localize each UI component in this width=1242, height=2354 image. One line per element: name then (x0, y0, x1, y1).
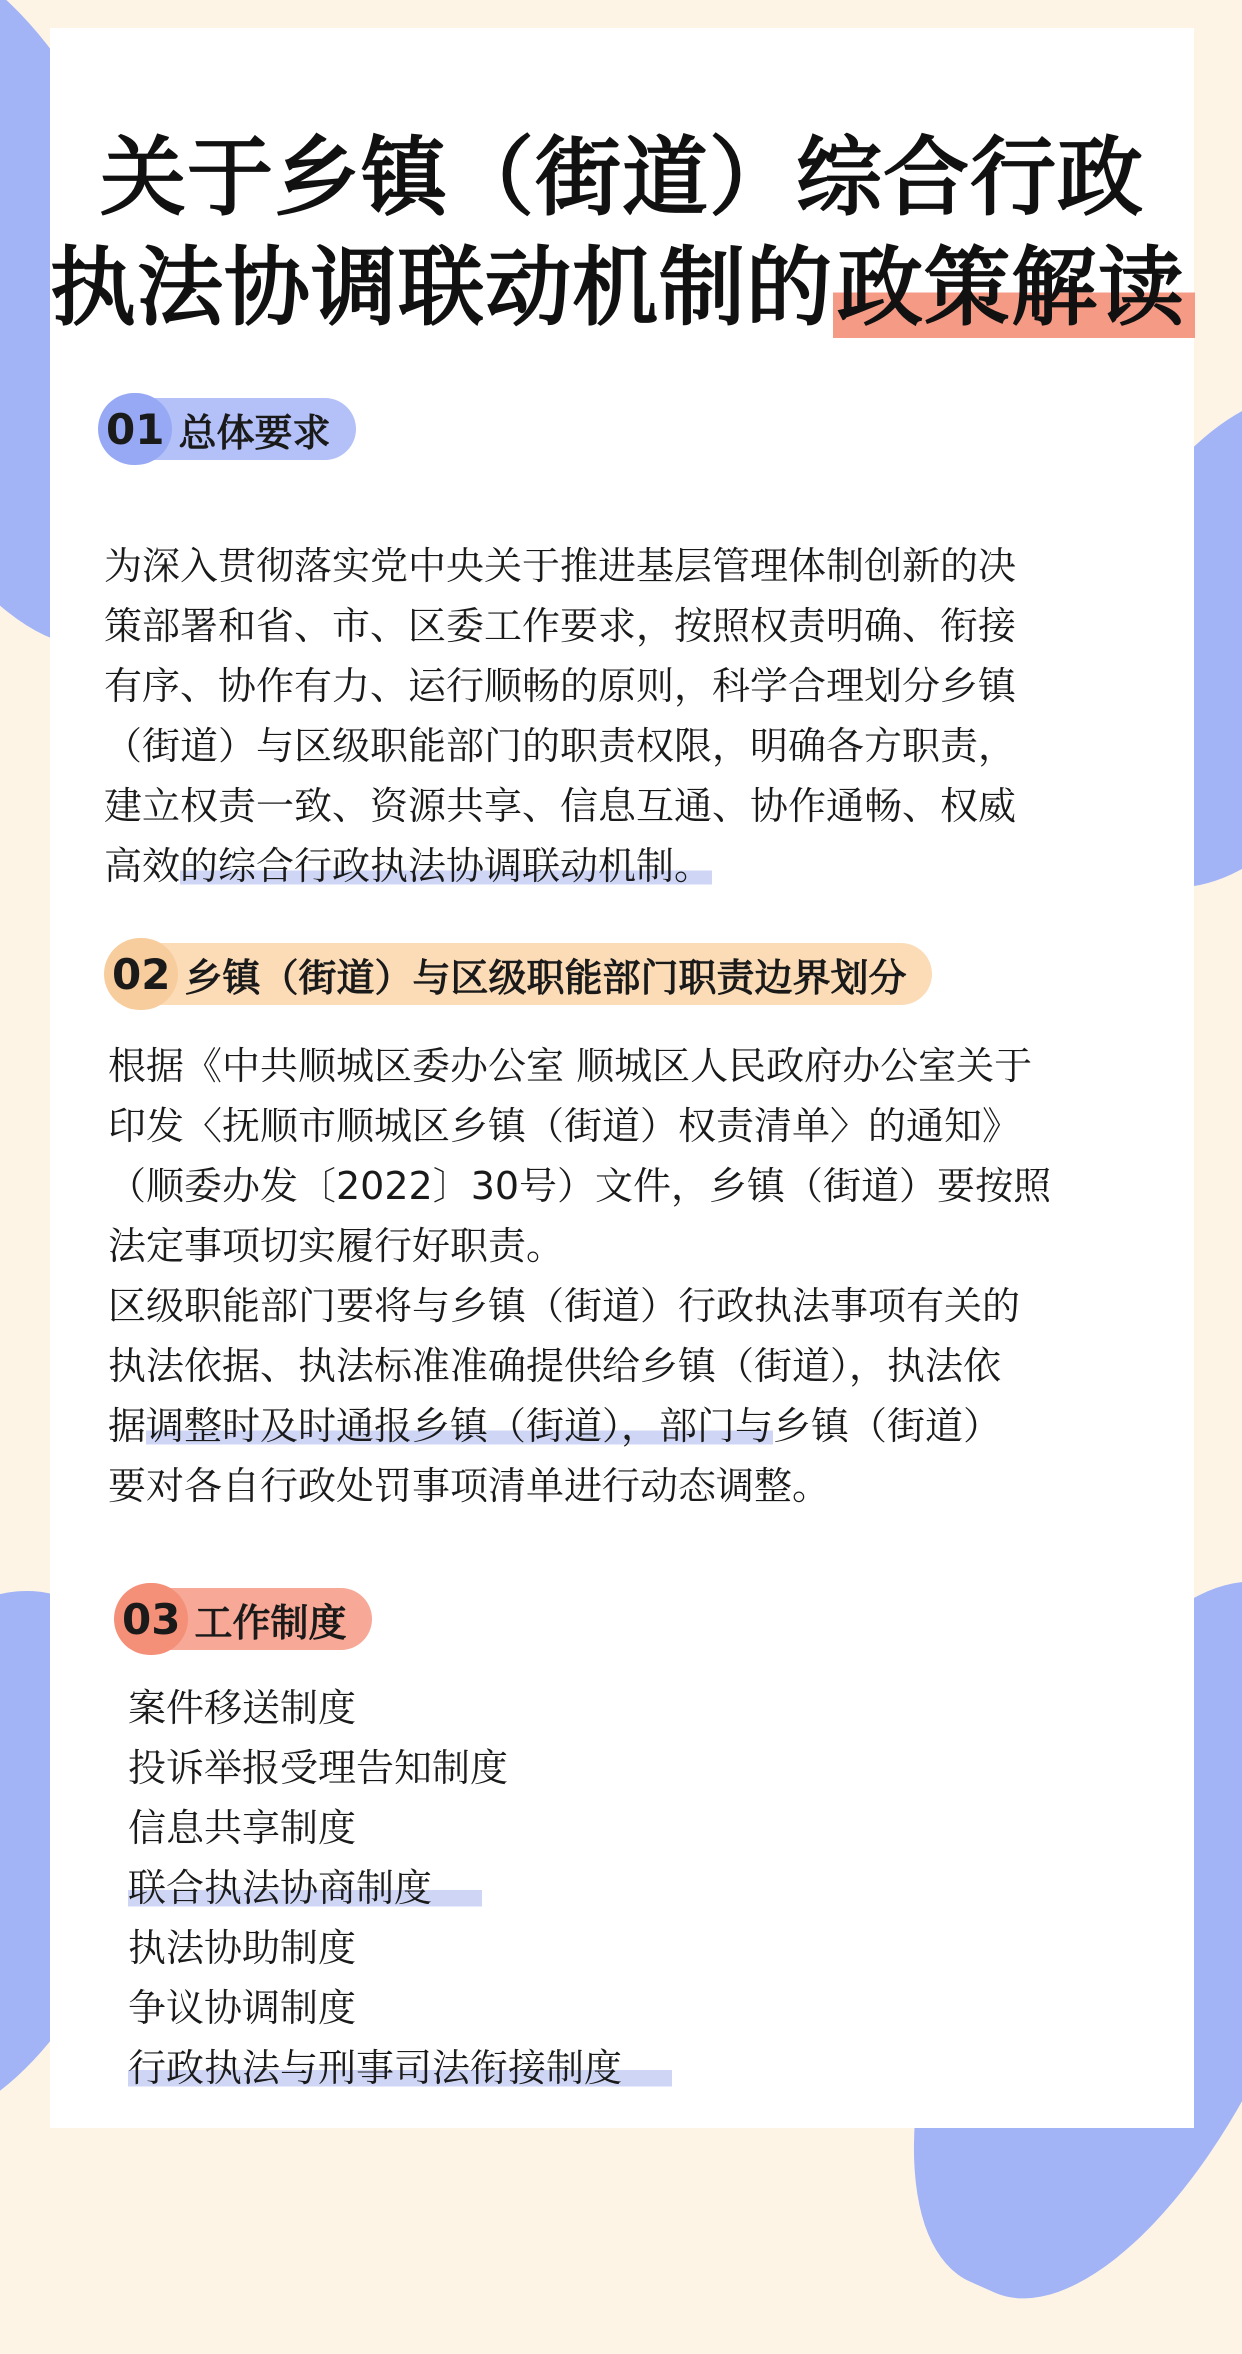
list-item-text: 执法协助制度 (128, 1926, 357, 1970)
list-item-text: 信息共享制度 (128, 1806, 357, 1850)
highlighted-text: 调整时及时通报乡镇（街道），部门与 (146, 1404, 774, 1448)
paragraph-line-last (104, 836, 1016, 896)
list-item (128, 2038, 672, 2098)
paragraph-line: 根据《中共顺城区委办公室 顺城区人民政府办公室关于 (108, 1044, 1033, 1088)
paragraph-line: 建立权责一致、资源共享、信息互通、协作通畅、权威 (104, 784, 1017, 828)
section-number-01: 01 (98, 393, 172, 465)
highlighted-text: 的综合行政执法协调联动机制。 (180, 844, 713, 888)
work-system-list (128, 1678, 672, 2098)
list-item (128, 1978, 672, 2038)
section-number-03: 03 (114, 1583, 188, 1655)
paragraph-line: （街道）与区级职能部门的职责权限，明确各方职责， (104, 724, 1017, 768)
title-line-1: 关于乡镇（街道）综合行政 (100, 127, 1144, 228)
section-header-02 (106, 943, 932, 1005)
section-02-paragraph (108, 1036, 1051, 1516)
paragraph-line: （顺委办发〔2022〕30号）文件，乡镇（街道）要按照 (108, 1164, 1052, 1208)
paragraph-line: 策部署和省、市、区委工作要求，按照权责明确、衔接 (104, 604, 1017, 648)
list-item-text: 争议协调制度 (128, 1986, 357, 2030)
section-header-01 (100, 398, 356, 460)
paragraph-line: 印发〈抚顺市顺城区乡镇（街道）权责清单〉的通知》 (108, 1104, 1021, 1148)
title-line-2 (50, 233, 1194, 343)
list-item-text-highlighted: 行政执法与刑事司法衔接制度 (128, 2046, 672, 2090)
list-item-text-highlighted: 联合执法协商制度 (128, 1866, 482, 1910)
section-title-01: 总体要求 (178, 410, 331, 455)
list-item (128, 1858, 672, 1918)
paragraph-line-marked (108, 1396, 1051, 1456)
content-card (50, 28, 1194, 2128)
section-title-02: 乡镇（街道）与区级职能部门职责边界划分 (184, 955, 907, 1000)
list-item-text: 案件移送制度 (128, 1686, 357, 1730)
paragraph-text: 高效 (104, 844, 181, 888)
paragraph-line: 为深入贯彻落实党中央关于推进基层管理体制创新的决 (104, 544, 1017, 588)
paragraph-line: 执法依据、执法标准准确提供给乡镇（街道），执法依 (108, 1344, 1002, 1388)
title-line-2-text: 执法协调联动机制的 (50, 237, 833, 338)
section-header-03 (116, 1588, 372, 1650)
paragraph-line: 区级职能部门要将与乡镇（街道）行政执法事项有关的 (108, 1284, 1021, 1328)
paragraph-text: 据 (108, 1404, 147, 1448)
list-item (128, 1918, 672, 1978)
list-item (128, 1798, 672, 1858)
paragraph-line: 要对各自行政处罚事项清单进行动态调整。 (108, 1464, 831, 1508)
paragraph-text: 乡镇（街道） (773, 1404, 1002, 1448)
list-item (128, 1738, 672, 1798)
page-title (50, 123, 1194, 343)
paragraph-line: 有序、协作有力、运行顺畅的原则，科学合理划分乡镇 (104, 664, 1017, 708)
list-item-text: 投诉举报受理告知制度 (128, 1746, 509, 1790)
section-01-paragraph (104, 536, 1016, 896)
paragraph-line: 法定事项切实履行好职责。 (108, 1224, 565, 1268)
section-title-03: 工作制度 (194, 1600, 347, 1645)
section-number-02: 02 (104, 938, 178, 1010)
list-item (128, 1678, 672, 1738)
title-highlight: 政策解读 (833, 237, 1195, 338)
